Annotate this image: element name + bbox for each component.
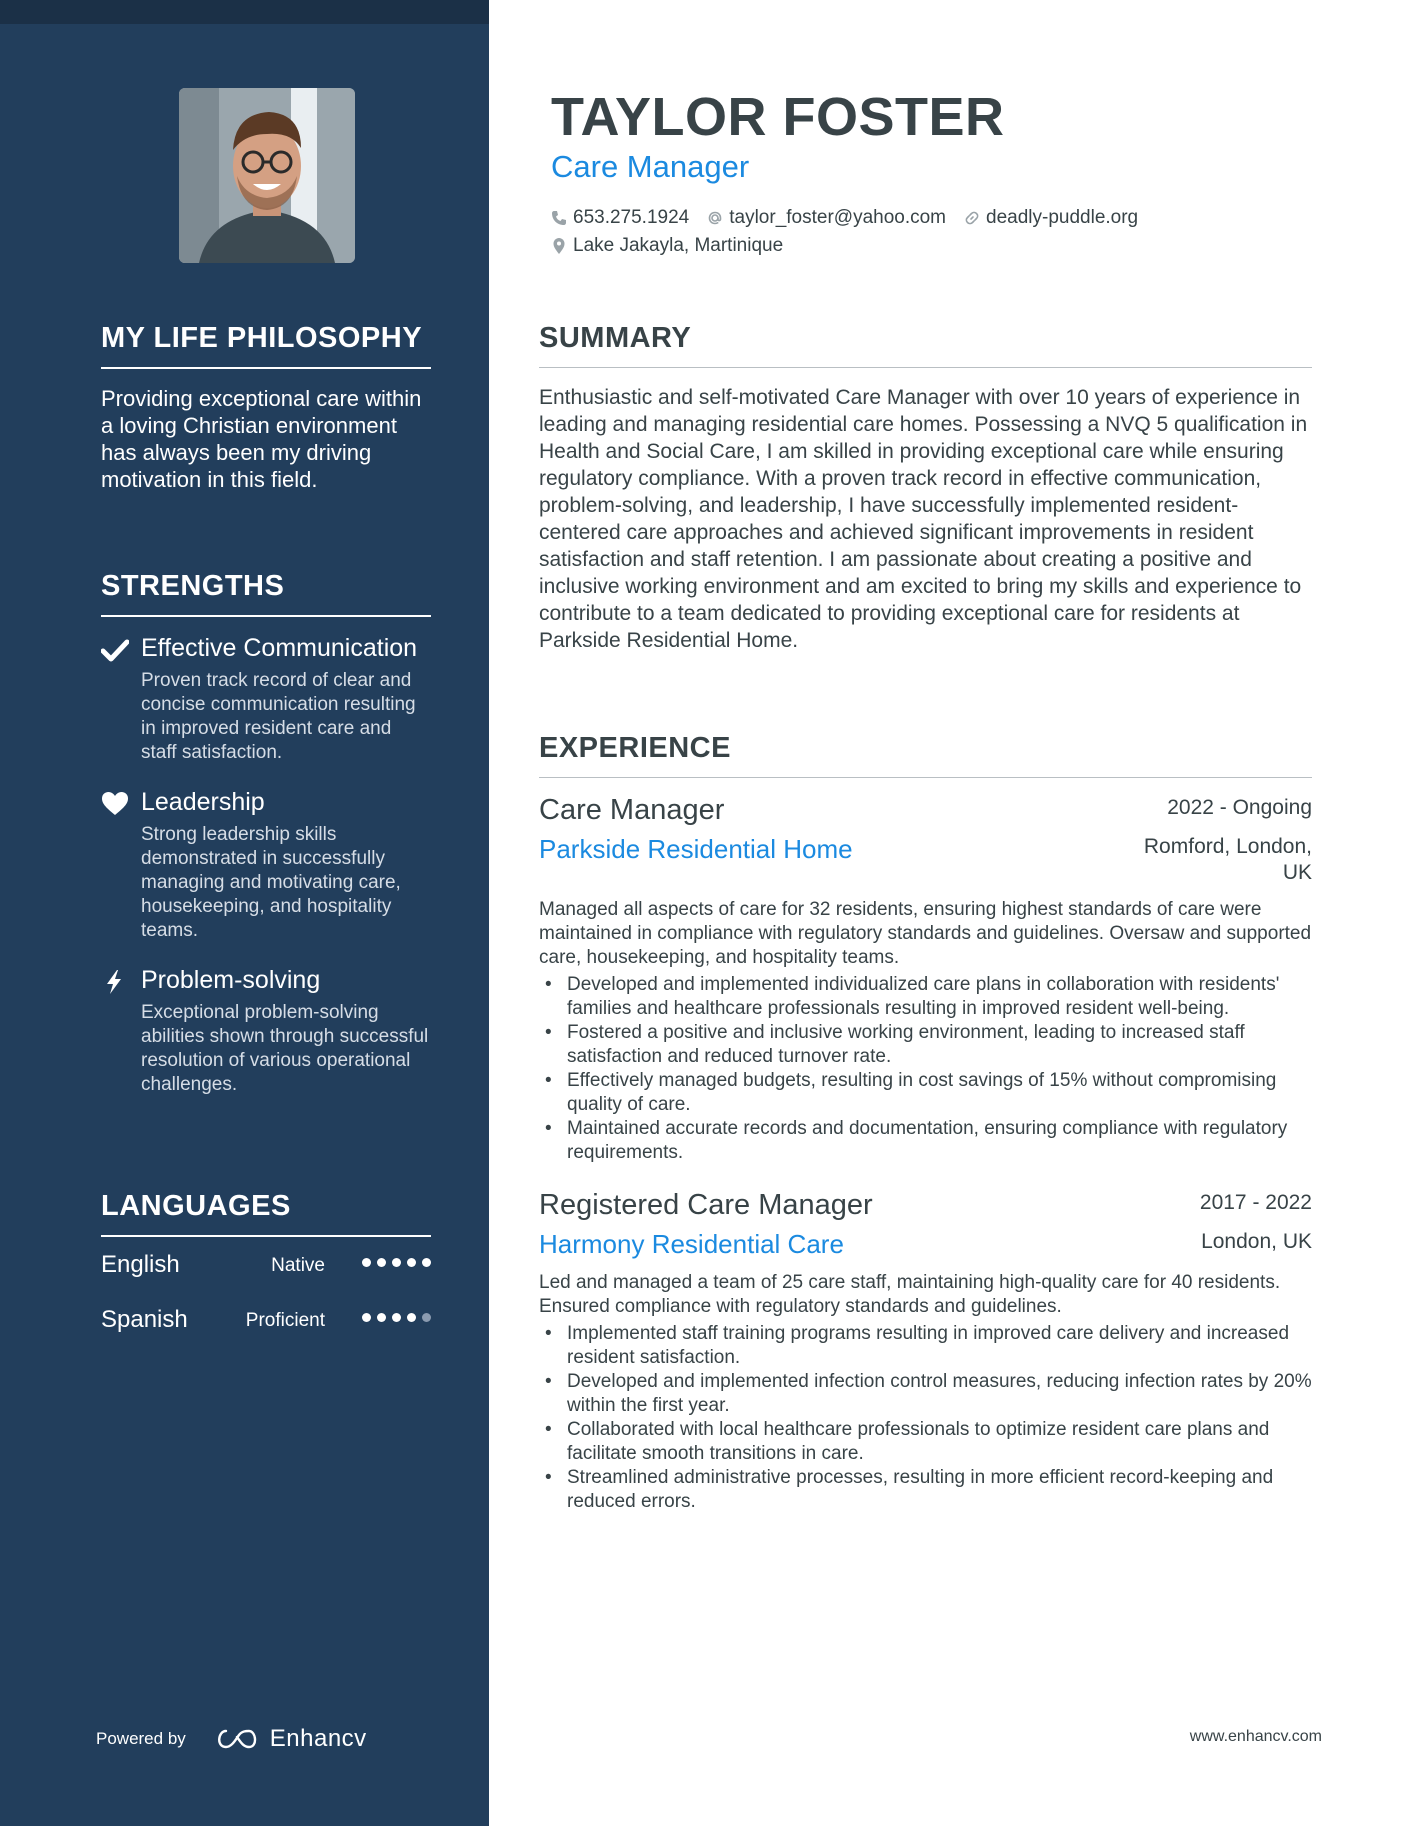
contact-phone[interactable]	[551, 207, 689, 229]
strength-title: Effective Communication	[141, 634, 418, 662]
rating-dot-filled	[362, 1313, 371, 1322]
enhancv-logo-icon	[214, 1727, 260, 1751]
job-title: Care Manager	[539, 794, 725, 826]
language-row	[101, 1292, 431, 1347]
link-icon	[964, 210, 980, 226]
job-dates: 2017 - 2022	[1199, 1191, 1312, 1214]
language-rating	[362, 1313, 431, 1322]
experience-entry	[539, 1189, 1312, 1514]
rating-dot-filled	[392, 1313, 401, 1322]
profile-photo-illustration	[179, 88, 355, 263]
job-achievements	[539, 1322, 1312, 1514]
rating-dot-filled	[377, 1313, 386, 1322]
experience-entry	[539, 794, 1312, 1165]
philosophy-section	[101, 322, 431, 493]
language-name: Spanish	[101, 1306, 188, 1333]
job-title: Registered Care Manager	[539, 1189, 873, 1221]
check-icon	[101, 637, 129, 663]
summary-text: Enthusiastic and self-motivated Care Manager with over 10 years of experience in leading and managing residential care homes. Possessing a NVQ 5 qualification in Health and Social Care, I am skilled in providing exceptional care while ensuring regulatory compliance. With a proven track record in effective communication, problem-solving, and leadership, I have successfully implemented resident-centered care approaches and achieved significant improvements in resident satisfaction and staff retention. I am passionate about creating a positive and inclusive working environment and am excited to bring my skills and experience to contribute to a team dedicated to providing exceptional care for residents at Parkside Residential Home.	[539, 386, 1308, 652]
summary-heading: SUMMARY	[539, 322, 1312, 368]
job-company: Parkside Residential Home	[539, 834, 853, 864]
job-achievements	[539, 973, 1312, 1165]
strength-item	[101, 965, 431, 1097]
job-dates: 2022 - Ongoing	[1167, 796, 1312, 819]
language-level: Proficient	[245, 1310, 325, 1331]
languages-heading: LANGUAGES	[101, 1190, 431, 1237]
enhancv-brand[interactable]	[214, 1725, 367, 1753]
main-content	[489, 0, 1410, 1826]
rating-dot-filled	[407, 1313, 416, 1322]
strength-description: Proven track record of clear and concise communication resulting in improved resident care and staff satisfaction.	[141, 670, 416, 763]
powered-by-label: Powered by	[96, 1729, 186, 1748]
job-bullet: • Implemented staff training programs resulting in improved care delivery and increased resident satisfaction.	[539, 1322, 1312, 1370]
job-company: Harmony Residential Care	[539, 1229, 844, 1259]
phone-icon	[551, 210, 567, 226]
rating-dot-filled	[392, 1258, 401, 1267]
contact-location	[551, 235, 783, 257]
strength-item	[101, 633, 431, 765]
job-location: Romford, London, UK	[1143, 835, 1312, 884]
strengths-heading: STRENGTHS	[101, 570, 431, 617]
profile-photo	[179, 88, 355, 263]
website-text: deadly-puddle.org	[986, 207, 1139, 228]
strengths-section	[101, 570, 431, 1097]
bolt-icon	[101, 969, 129, 995]
rating-dot-empty	[422, 1313, 431, 1322]
powered-by	[96, 1725, 367, 1753]
philosophy-text: Providing exceptional care within a loving Christian environment has always been my driving motivation in this field.	[101, 386, 422, 492]
job-bullet: • Developed and implemented infection control measures, reducing infection rates by 20% within the first year.	[539, 1370, 1312, 1418]
philosophy-heading: MY LIFE PHILOSOPHY	[101, 322, 431, 369]
strength-title: Problem-solving	[141, 966, 321, 994]
job-bullet: • Collaborated with local healthcare professionals to optimize resident care plans and facilitate smooth transitions in care.	[539, 1418, 1312, 1466]
location-pin-icon	[551, 237, 567, 255]
job-bullet: • Developed and implemented individualized care plans in collaboration with residents' families and healthcare professionals resulting in improved resident well-being.	[539, 973, 1312, 1021]
strength-item	[101, 787, 431, 943]
rating-dot-filled	[407, 1258, 416, 1267]
location-text: Lake Jakayla, Martinique	[573, 235, 784, 256]
enhancv-brand-name: Enhancv	[269, 1725, 367, 1752]
job-location: London, UK	[1201, 1230, 1312, 1253]
language-level: Native	[271, 1255, 325, 1276]
experience-heading: EXPERIENCE	[539, 732, 1312, 778]
rating-dot-filled	[362, 1258, 371, 1267]
summary-section	[539, 322, 1312, 654]
job-description: Managed all aspects of care for 32 residents, ensuring highest standards of care were maintained in compliance with regulatory standards and guidelines. Oversaw and supported care, housekeeping, and hospitality teams.	[539, 899, 1312, 968]
enhancv-website-link[interactable]: www.enhancv.com	[1189, 1728, 1322, 1745]
email-text: taylor_foster@yahoo.com	[729, 207, 947, 228]
language-name: English	[101, 1251, 180, 1278]
language-row	[101, 1237, 431, 1292]
contact-info	[551, 204, 1311, 260]
contact-email[interactable]	[707, 207, 946, 229]
at-icon	[707, 210, 723, 226]
contact-website[interactable]	[964, 207, 1138, 229]
language-rating	[362, 1258, 431, 1267]
rating-dot-filled	[422, 1258, 431, 1267]
phone-text: 653.275.1924	[573, 207, 690, 228]
strength-title: Leadership	[141, 788, 265, 816]
job-description: Led and managed a team of 25 care staff, maintaining high-quality care for 40 residents. Ensured compliance with regulatory standards and guidelines.	[539, 1272, 1281, 1317]
experience-section	[539, 732, 1312, 1514]
languages-section	[101, 1190, 431, 1347]
sidebar-top-bar	[0, 0, 489, 24]
person-name: TAYLOR FOSTER	[551, 87, 1005, 147]
job-bullet: • Fostered a positive and inclusive working environment, leading to increased staff satisfaction and reduced turnover rate.	[539, 1021, 1312, 1069]
job-bullet: • Streamlined administrative processes, resulting in more efficient record-keeping and reduced errors.	[539, 1466, 1312, 1514]
job-bullet: • Maintained accurate records and documentation, ensuring compliance with regulatory requirements.	[539, 1117, 1312, 1165]
strength-description: Strong leadership skills demonstrated in successfully managing and motivating care, housekeeping, and hospitality teams.	[141, 824, 401, 941]
heart-icon	[101, 791, 129, 817]
rating-dot-filled	[377, 1258, 386, 1267]
job-bullet: • Effectively managed budgets, resulting in cost savings of 15% without compromising quality of care.	[539, 1069, 1312, 1117]
person-title: Care Manager	[551, 149, 750, 184]
sidebar	[0, 0, 489, 1826]
strength-description: Exceptional problem-solving abilities shown through successful resolution of various operational challenges.	[141, 1002, 429, 1095]
